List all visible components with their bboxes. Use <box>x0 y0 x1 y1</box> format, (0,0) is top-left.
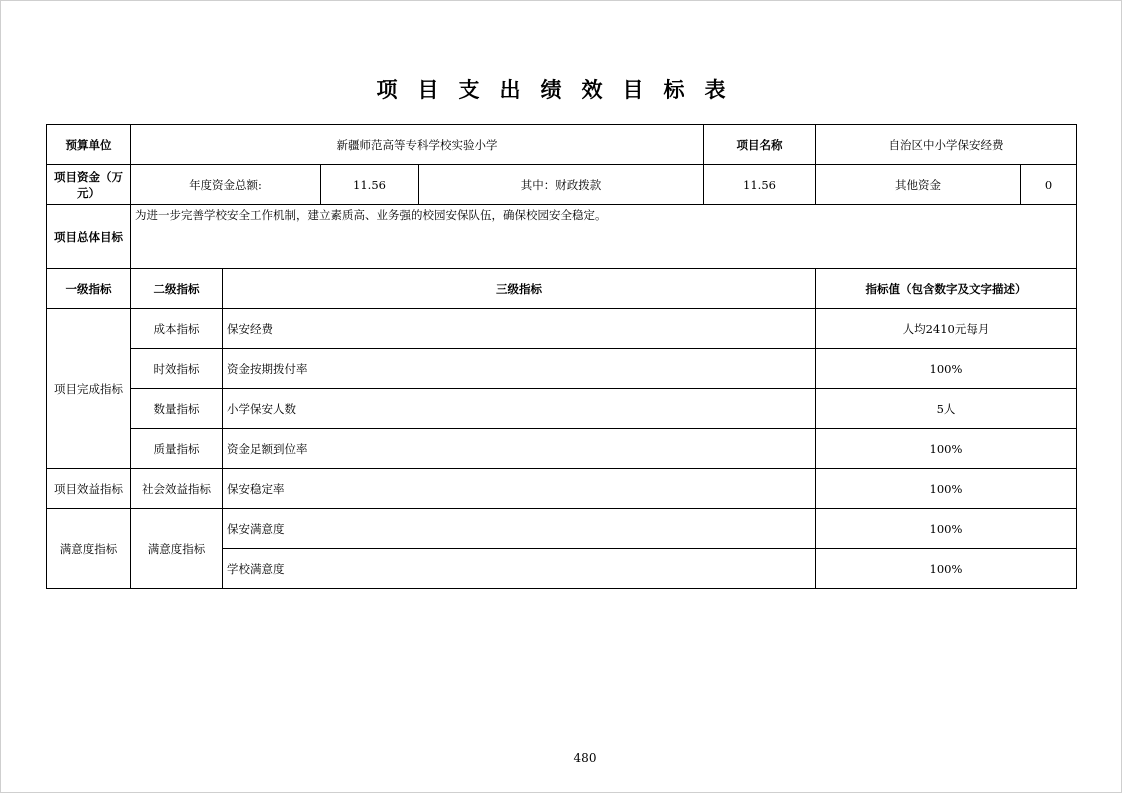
level3-cell: 学校满意度 <box>223 549 816 589</box>
row-funds <box>47 165 1077 205</box>
page-title: 项目支出绩效目标表 <box>376 78 746 102</box>
fiscal-funds-label: 其中：财政拨款 <box>419 165 704 205</box>
project-name-label: 项目名称 <box>704 125 816 165</box>
overall-goal-text: 为进一步完善学校安全工作机制，建立素质高、业务强的校园安保队伍，确保校园安全稳定。 <box>131 205 1077 269</box>
overall-goal-label: 项目总体目标 <box>47 205 131 269</box>
level2-cell: 质量指标 <box>131 429 223 469</box>
level3-cell: 资金足额到位率 <box>223 429 816 469</box>
value-cell: 人均2410元每月 <box>816 309 1077 349</box>
level2-header: 二级指标 <box>131 269 223 309</box>
value-cell: 100% <box>816 349 1077 389</box>
value-cell: 100% <box>816 469 1077 509</box>
benefit-indicator-label: 项目效益指标 <box>47 469 131 509</box>
total-funds-value: 11.56 <box>321 165 419 205</box>
budget-unit-label: 预算单位 <box>47 125 131 165</box>
level1-header: 一级指标 <box>47 269 131 309</box>
table-row <box>47 509 1077 549</box>
other-funds-label: 其他资金 <box>816 165 1021 204</box>
value-cell: 100% <box>816 429 1077 469</box>
level3-cell: 保安稳定率 <box>223 469 816 509</box>
satisfaction-indicator-label: 满意度指标 <box>47 509 131 589</box>
value-cell: 5人 <box>816 389 1077 429</box>
satisfaction-level2-cell: 满意度指标 <box>131 509 223 589</box>
table-row <box>47 349 1077 389</box>
completion-indicator-label: 项目完成指标 <box>47 309 131 469</box>
table-row <box>47 429 1077 469</box>
level3-header: 三级指标 <box>223 269 816 309</box>
row-overall-goal <box>47 205 1077 269</box>
level2-cell: 时效指标 <box>131 349 223 389</box>
value-header: 指标值（包含数字及文字描述） <box>816 269 1077 309</box>
row-indicator-headers <box>47 269 1077 309</box>
level2-cell: 成本指标 <box>131 309 223 349</box>
other-funds-value: 0 <box>1044 177 1053 192</box>
level2-cell: 社会效益指标 <box>131 469 223 509</box>
level3-cell: 小学保安人数 <box>223 389 816 429</box>
table-row <box>47 309 1077 349</box>
performance-table <box>46 124 1077 589</box>
level3-cell: 保安满意度 <box>223 509 816 549</box>
table-row <box>47 389 1077 429</box>
level3-cell: 保安经费 <box>223 309 816 349</box>
level2-cell: 数量指标 <box>131 389 223 429</box>
row-budget-unit <box>47 125 1077 165</box>
fiscal-funds-value: 11.56 <box>704 165 816 205</box>
budget-unit-value: 新疆师范高等专科学校实验小学 <box>131 125 704 165</box>
funds-label: 项目资金（万元） <box>47 165 131 205</box>
project-name-value: 自治区中小学保安经费 <box>816 125 1077 165</box>
level3-cell: 资金按期拨付率 <box>223 349 816 389</box>
page-number: 480 <box>573 751 597 765</box>
table-row <box>47 469 1077 509</box>
value-cell: 100% <box>816 509 1077 549</box>
total-funds-label: 年度资金总额: <box>131 165 321 205</box>
value-cell: 100% <box>816 549 1077 589</box>
